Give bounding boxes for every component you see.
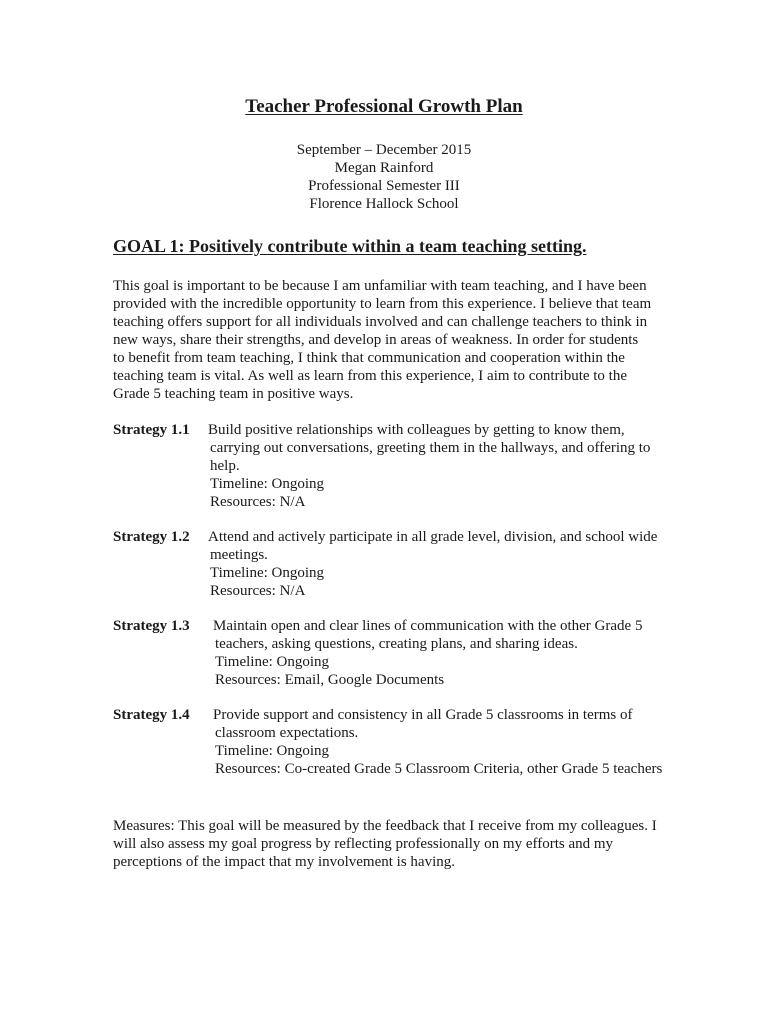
strategy-text: Build positive relationships with colleagues by getting to know them, carrying out conversations, greeting them in the hallways, and offering to help.: [208, 422, 651, 474]
strategy-label: Strategy 1.3: [113, 618, 190, 634]
strategy-resources: Resources: Co-created Grade 5 Classroom Criteria, other Grade 5 teachers: [215, 761, 663, 777]
strategy-label: Strategy 1.2: [113, 529, 190, 545]
strategy-body: [210, 528, 660, 600]
strategy-timeline: Timeline: Ongoing: [210, 476, 325, 492]
strategy-resources: Resources: N/A: [210, 494, 306, 510]
strategy-timeline: Timeline: Ongoing: [210, 565, 325, 581]
semester: Professional Semester III: [308, 178, 460, 194]
strategy-body: [215, 706, 665, 778]
date-range: September – December 2015: [296, 142, 472, 158]
goal-heading: GOAL 1: Positively contribute within a team teaching setting.: [113, 236, 587, 256]
strategy-resources: Resources: Email, Google Documents: [215, 672, 445, 688]
strategy-timeline: Timeline: Ongoing: [215, 654, 330, 670]
document-title: Teacher Professional Growth Plan: [245, 96, 523, 117]
school-name: Florence Hallock School: [309, 196, 459, 212]
strategy-body: [210, 421, 660, 511]
strategy-text: Provide support and consistency in all Grade 5 classrooms in terms of classroom expectations.: [213, 707, 633, 741]
strategy-text: Attend and actively participate in all grade level, division, and school wide meetings.: [208, 529, 658, 563]
measures-paragraph: Measures: This goal will be measured by the feedback that I receive from my colleagues. I will also assess my goal progress by reflecting professionally on my efforts and my perceptions of the impact that my involvement is having.: [113, 818, 657, 870]
strategy-label: Strategy 1.1: [113, 422, 190, 438]
strategy-text: Maintain open and clear lines of communication with the other Grade 5 teachers, asking questions, creating plans, and sharing ideas.: [213, 618, 643, 652]
strategy-resources: Resources: N/A: [210, 583, 306, 599]
strategy-label: Strategy 1.4: [113, 707, 190, 723]
author-name: Megan Rainford: [334, 160, 434, 176]
document-header-info: [0, 141, 768, 213]
goal-intro-paragraph: This goal is important to be because I am unfamiliar with team teaching, and I have been provided with the incredible opportunity to learn from this experience. I believe that team teaching offers support for all individuals involved and can challenge teachers to think in new ways, share their strengths, and develop in areas of weakness. In order for students to benefit from team teaching, I think that communication and cooperation within the teaching team is vital. As well as learn from this experience, I aim to contribute to the Grade 5 teaching team in positive ways.: [113, 278, 652, 402]
strategy-body: [215, 617, 665, 689]
strategy-timeline: Timeline: Ongoing: [215, 743, 330, 759]
